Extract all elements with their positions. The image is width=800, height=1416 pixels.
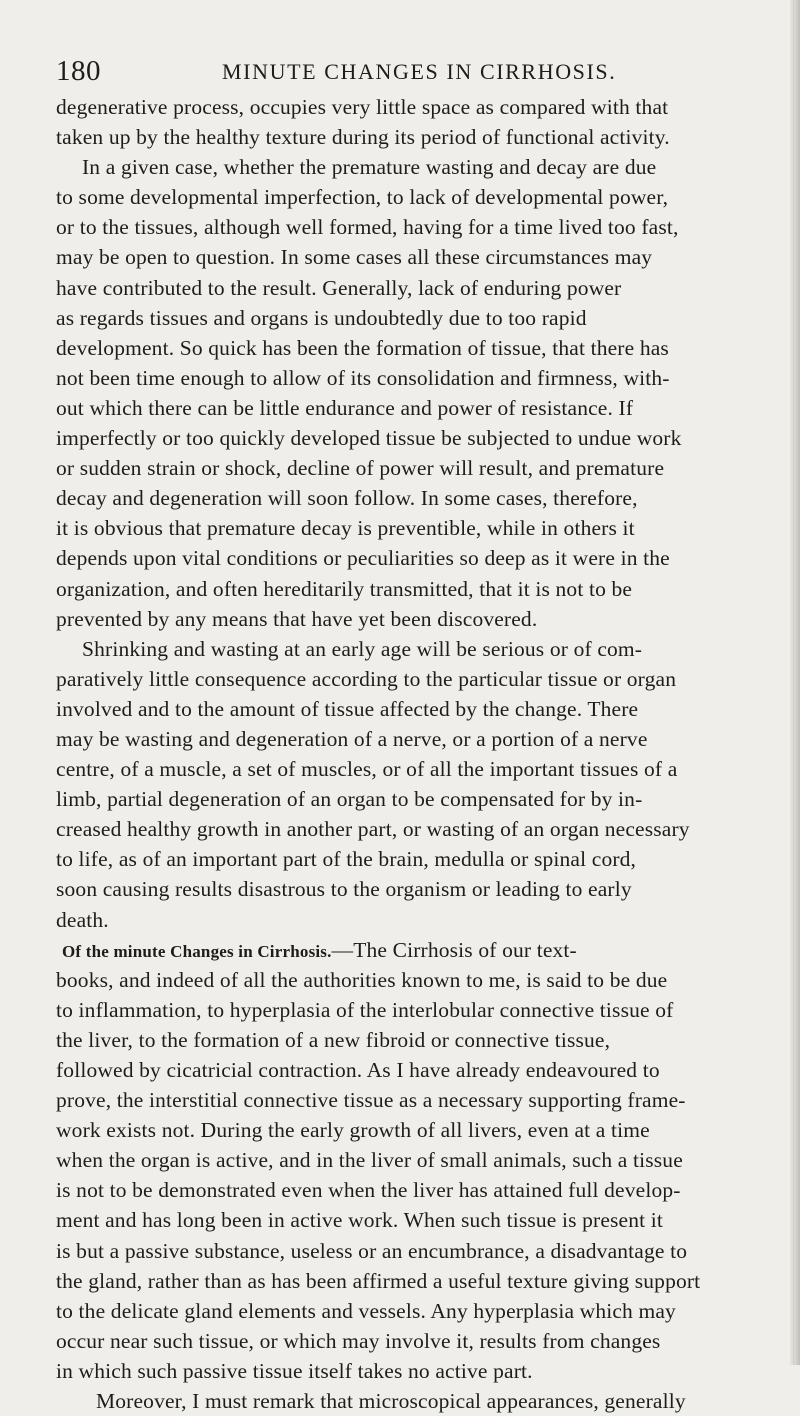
text-line: prove, the interstitial connective tissue as a necessary supporting frame- — [56, 1088, 686, 1113]
text-line: In a given case, whether the premature wasting and decay are due — [82, 155, 657, 180]
section-sidehead-continuation: —The Cirrhosis of our text- — [331, 937, 577, 962]
text-line: in which such passive tissue itself takes no active part. — [56, 1358, 533, 1383]
text-line: to the delicate gland elements and vessels. Any hyperplasia which may — [56, 1298, 676, 1323]
text-line: degenerative process, occupies very little space as compared with that — [56, 95, 669, 119]
text-line: books, and indeed of all the authorities known to me, is said to be due — [56, 967, 668, 992]
section-heading-line — [56, 935, 766, 965]
text-line: creased healthy growth in another part, or wasting of an organ necessary — [56, 817, 690, 842]
text-line: is not to be demonstrated even when the liver has attained full develop- — [56, 1178, 681, 1203]
text-line: it is obvious that premature decay is preventible, while in others it — [56, 516, 635, 541]
text-line: the liver, to the formation of a new fibroid or connective tissue, — [56, 1027, 611, 1052]
text-line: or to the tissues, although well formed, having for a time lived too fast, — [56, 215, 679, 240]
text-line: imperfectly or too quickly developed tissue be subjected to undue work — [56, 426, 682, 451]
text-line: when the organ is active, and in the liver of small animals, such a tissue — [56, 1148, 683, 1173]
text-line: Shrinking and wasting at an early age will be serious or of com- — [82, 636, 643, 661]
text-line: taken up by the healthy texture during its period of functional activity. — [56, 125, 670, 150]
text-line: is but a passive substance, useless or an encumbrance, a disadvantage to — [56, 1238, 688, 1263]
text-line: limb, partial degeneration of an organ to be compensated for by in- — [56, 787, 643, 812]
text-line: may be wasting and degeneration of a nerve, or a portion of a nerve — [56, 726, 648, 751]
section-sidehead: Of the minute Changes in Cirrhosis. — [62, 941, 332, 961]
text-line: occur near such tissue, or which may involve it, results from changes — [56, 1328, 661, 1353]
text-line: centre, of a muscle, a set of muscles, or of all the important tissues of a — [56, 757, 678, 782]
text-line: out which there can be little endurance and power of resistance. If — [56, 395, 634, 420]
text-line: work exists not. During the early growth of all livers, even at a time — [56, 1118, 650, 1143]
page-edge — [790, 0, 800, 1365]
text-line: may be open to question. In some cases all these circumstances may — [56, 245, 653, 270]
text-line: prevented by any means that have yet been discovered. — [56, 606, 538, 631]
text-line: to inflammation, to hyperplasia of the interlobular connective tissue of — [56, 997, 674, 1022]
text-line: ment and has long been in active work. When such tissue is present it — [56, 1208, 664, 1233]
text-line: decay and degeneration will soon follow. In some cases, therefore, — [56, 486, 638, 511]
text-line: Moreover, I must remark that microscopical appearances, generally — [96, 1389, 686, 1414]
text-line: organization, and often hereditarily transmitted, that it is not to be — [56, 576, 633, 601]
text-line: involved and to the amount of tissue affected by the change. There — [56, 696, 639, 721]
text-line: death. — [56, 907, 109, 932]
text-line: to life, as of an important part of the brain, medulla or spinal cord, — [56, 847, 637, 872]
text-line: to some developmental imperfection, to lack of developmental power, — [56, 185, 669, 210]
page-number: 180 — [56, 55, 101, 87]
text-line: followed by cicatricial contraction. As I have already endeavoured to — [56, 1058, 660, 1082]
text-line: depends upon vital conditions or peculiarities so deep as it were in the — [56, 546, 670, 571]
text-line: have contributed to the result. Generally, lack of enduring power — [56, 275, 622, 300]
text-line: soon causing results disastrous to the organism or leading to early — [56, 877, 632, 902]
text-line: as regards tissues and organs is undoubtedly due to too rapid — [56, 305, 587, 330]
running-title: MINUTE CHANGES IN CIRRHOSIS. — [222, 59, 617, 84]
text-line: paratively little consequence according to the particular tissue or organ — [56, 666, 677, 691]
text-line: or sudden strain or shock, decline of power will result, and premature — [56, 456, 665, 481]
text-line: development. So quick has been the formation of tissue, that there has — [56, 335, 669, 360]
body-text — [56, 92, 766, 1416]
text-line: the gland, rather than as has been affirmed a useful texture giving support — [56, 1268, 701, 1293]
running-head — [56, 55, 756, 95]
text-line: not been time enough to allow of its consolidation and firmness, with- — [56, 365, 670, 390]
